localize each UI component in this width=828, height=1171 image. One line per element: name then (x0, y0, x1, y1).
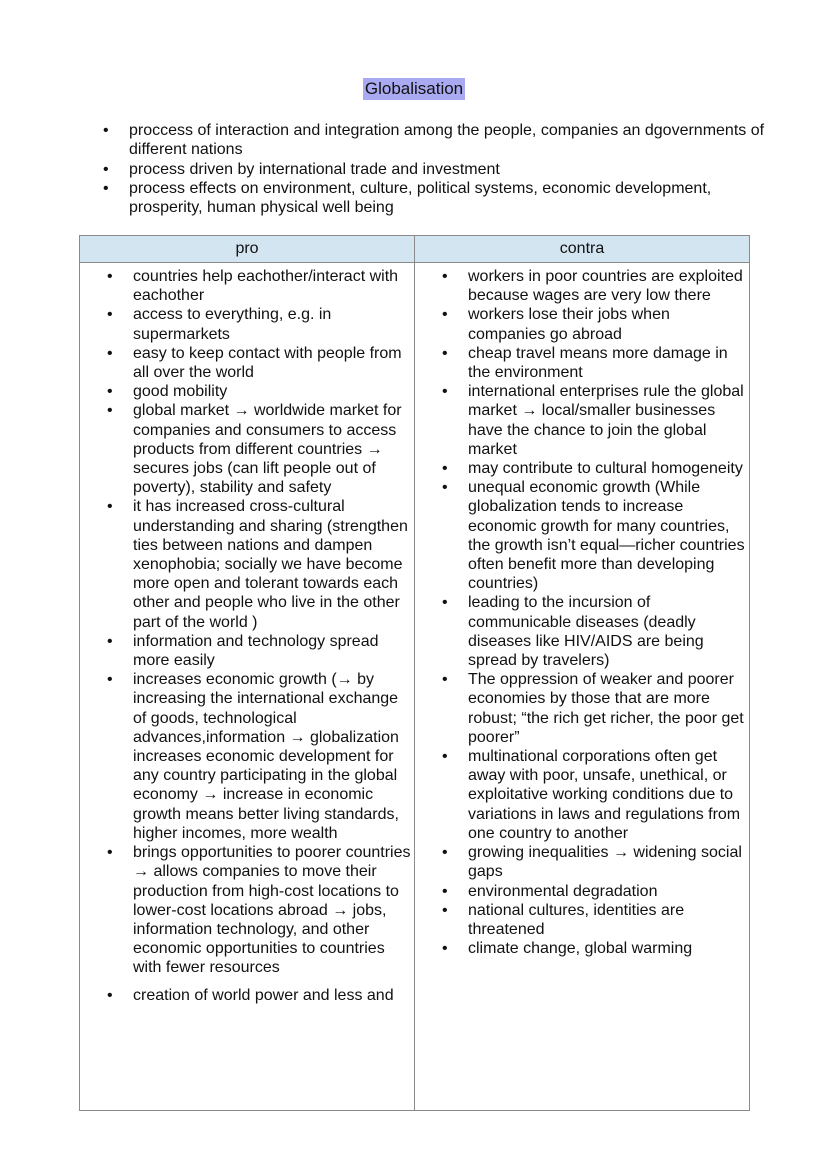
contra-item: • cheap travel means more damage in the environment (437, 344, 747, 382)
pro-item: • good mobility (102, 382, 412, 401)
contra-item: • environmental degradation (437, 882, 747, 901)
title-row (0, 78, 828, 100)
contra-item: • growing inequalities → widening social gaps (437, 843, 747, 881)
table-header-row (80, 236, 750, 263)
pro-list (80, 267, 414, 1005)
contra-cell (415, 263, 750, 1111)
pro-item: • information and technology spread more easily (102, 632, 412, 670)
contra-header: contra (415, 236, 750, 263)
intro-item: • process driven by international trade and investment (98, 160, 778, 179)
pro-item: • access to everything, e.g. in supermarkets (102, 305, 412, 343)
table-body-row (80, 263, 750, 1111)
pro-item: • countries help eachother/interact with eachother (102, 267, 412, 305)
contra-item: • national cultures, identities are threatened (437, 901, 747, 939)
pro-item: • global market → worldwide market for companies and consumers to access products from different countries → secures jobs (can lift people out of poverty), stability and safety (102, 401, 412, 497)
contra-item: • international enterprises rule the global market → local/smaller businesses have the chance to join the global market (437, 382, 747, 459)
pro-item: • creation of world power and less and (102, 986, 412, 1005)
pro-cell (80, 263, 415, 1111)
pro-header: pro (80, 236, 415, 263)
contra-item: • leading to the incursion of communicable diseases (deadly diseases like HIV/AIDS are being spread by travelers) (437, 593, 747, 670)
contra-item: • workers lose their jobs when companies go abroad (437, 305, 747, 343)
contra-item: • The oppression of weaker and poorer economies by those that are more robust; “the rich get richer, the poor get poorer” (437, 670, 747, 747)
pro-item: • increases economic growth (→ by increasing the international exchange of goods, technological advances,information → globalization increases economic development for any country participating in the global economy → increase in economic growth means better living standards, higher incomes, more wealth (102, 670, 412, 843)
contra-item: • may contribute to cultural homogeneity (437, 459, 747, 478)
contra-item: • workers in poor countries are exploited because wages are very low there (437, 267, 747, 305)
intro-item: • proccess of interaction and integration among the people, companies an dgovernments of different nations (98, 121, 778, 160)
contra-item: • unequal economic growth (While globalization tends to increase economic growth for many countries, the growth isn’t equal—richer countries often benefit more than developing countries) (437, 478, 747, 593)
page-title: Globalisation (364, 79, 464, 98)
pro-contra-table (79, 235, 750, 1111)
pro-item: • easy to keep contact with people from all over the world (102, 344, 412, 382)
intro-item: • process effects on environment, culture, political systems, economic development, prosperity, human physical well being (98, 179, 778, 218)
pro-item: • brings opportunities to poorer countries → allows companies to move their production from high-cost locations to lower-cost locations abroad → jobs, information technology, and other economic opportunities to countries with fewer resources (102, 843, 412, 977)
contra-item: • multinational corporations often get away with poor, unsafe, unethical, or exploitative working conditions due to variations in laws and regulations from one country to another (437, 747, 747, 843)
pro-item: • it has increased cross-cultural understanding and sharing (strengthen ties between nations and dampen xenophobia; socially we have become more open and tolerant towards each other and people who live in the other part of the world ) (102, 497, 412, 631)
contra-list (415, 267, 749, 958)
contra-item: • climate change, global warming (437, 939, 747, 958)
intro-list (98, 121, 778, 217)
